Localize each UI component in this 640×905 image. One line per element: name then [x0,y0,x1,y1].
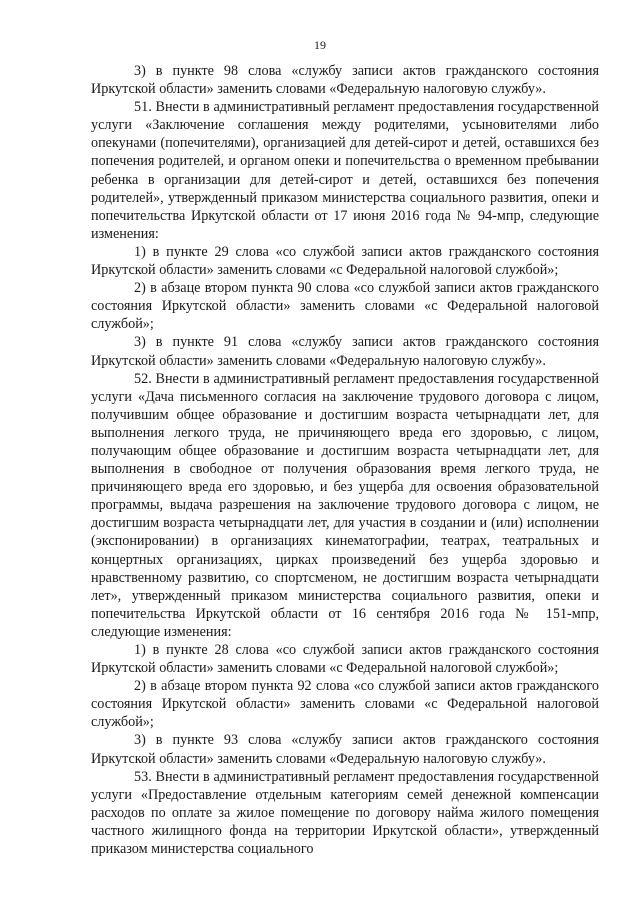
paragraph: 53. Внести в административный регламент предоставления государственной услуги «Предоставление отдельным категориям семей денежной компенсации расходов по оплате за жилое помещение по договору найма жилого помещения частного жилищного фонда на территории Иркутской области», утвержденный приказом министерства социального [91,768,599,858]
paragraph: 3) в пункте 98 слова «службу записи актов гражданского состояния Иркутской области» заменить словами «Федеральную налоговую службу». [91,63,599,98]
paragraph: 51. Внести в административный регламент предоставления государственной услуги «Заключение соглашения между родителями, усыновителями либо опекунами (попечителями), организацией для детей-сирот и детей, оставшихся без попечения родителей, и органом опеки и попечительства о временном пребывании ребенка в организации для детей-сирот и детей, оставшихся без попечения родителей», утвержденный приказом министерства социального развития, опеки и попечительства Иркутской области от 17 июня 2016 года № 94-мпр, следующие изменения: [91,99,599,242]
document-body [91,62,599,858]
paragraph: 3) в пункте 91 слова «службу записи актов гражданского состояния Иркутской области» заменить словами «Федеральную налоговую службу». [91,334,599,369]
paragraph: 2) в абзаце втором пункта 92 слова «со службой записи актов гражданского состояния Иркутской области» заменить словами «с Федеральной налоговой службой»; [91,678,599,731]
paragraph: 52. Внести в административный регламент предоставления государственной услуги «Дача письменного согласия на заключение трудового договора с лицом, получившим общее образование и достигшим возраста четырнадцати лет, для выполнения легкого труда, не причиняющего вреда его здоровью, с лицом, получающим общее образование и достигшим возраста четырнадцати лет, для выполнения в свободное от получения образования время легкого труда, не причиняющего вреда его здоровью, и без ущерба для освоения образовательной программы, выдача разрешения на заключение трудового договора с лицом, не достигшим возраста четырнадцати лет, для участия в создании и (или) исполнении (экспонировании) в организациях кинематографии, театрах, театральных и концертных организациях, цирках произведений без ущерба здоровью и нравственному развитию, со спортсменом, не достигшим возраста четырнадцати лет», утвержденный приказом министерства социального развития, опеки и попечительства Иркутской области от 16 сентября 2016 года № 151-мпр, следующие изменения: [91,370,599,640]
paragraph: 1) в пункте 29 слова «со службой записи актов гражданского состояния Иркутской области» заменить словами «с Федеральной налоговой службой»; [91,243,599,279]
paragraph: 3) в пункте 93 слова «службу записи актов гражданского состояния Иркутской области» заменить словами «Федеральную налоговую службу». [91,732,599,767]
page-number: 19 [314,38,326,52]
paragraph: 2) в абзаце втором пункта 90 слова «со службой записи актов гражданского состояния Иркутской области» заменить словами «с Федеральной налоговой службой»; [91,280,599,333]
paragraph: 1) в пункте 28 слова «со службой записи актов гражданского состояния Иркутской области» заменить словами «с Федеральной налоговой службой»; [91,642,599,677]
